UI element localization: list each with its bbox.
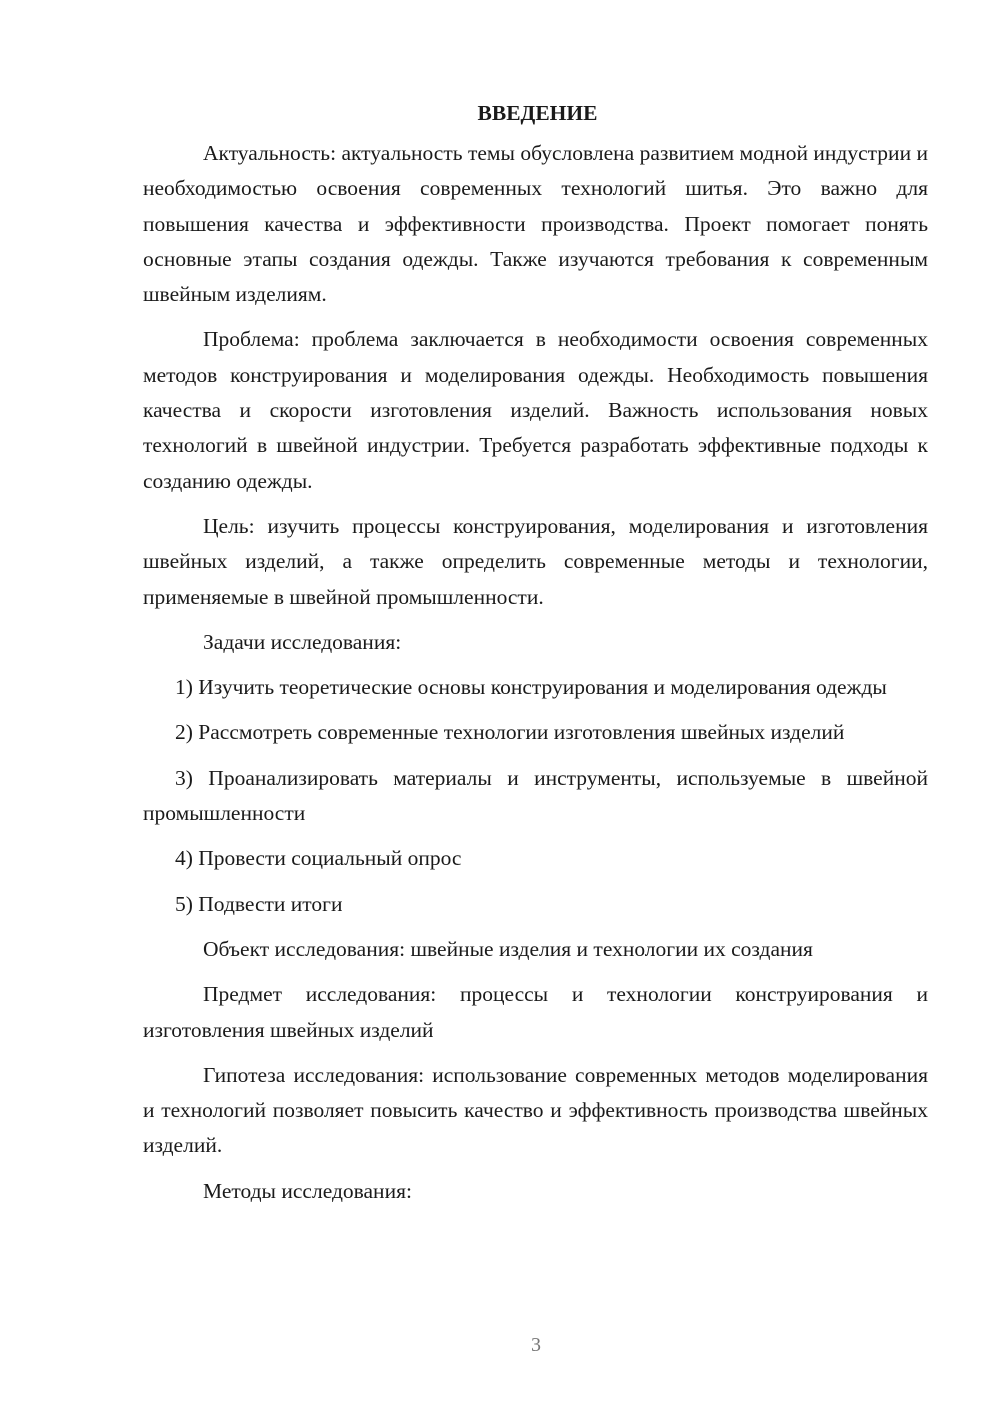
task-item-2: 2) Рассмотреть современные технологии изготовления швейных изделий: [175, 720, 845, 745]
task-item-5: 5) Подвести итоги: [175, 891, 343, 916]
task-item-4: 4) Провести социальный опрос: [175, 846, 462, 871]
relevance-paragraph: Актуальность: актуальность темы обусловлена развитием модной индустрии и необходимостью освоения современных технологий шитья. Это важно для повышения качества и эффективности производства. Проект помогает понять основные этапы создания одежды. Также изучаются требования к современным швейным изделиям.: [143, 141, 928, 307]
methods-heading: Методы исследования:: [203, 1178, 412, 1203]
problem-paragraph: Проблема: проблема заключается в необходимости освоения современных методов конструирования и моделирования одежды. Необходимость повышения качества и скорости изготовления изделий. Важность использования новых технологий в швейной индустрии. Требуется разработать эффективные подходы к созданию одежды.: [143, 327, 928, 493]
task-item-3: 3) Проанализировать материалы и инструменты, используемые в швейной промышленности: [143, 765, 928, 826]
goal-paragraph: Цель: изучить процессы конструирования, моделирования и изготовления швейных изделий, а также определить современные методы и технологии, применяемые в швейной промышленности.: [143, 513, 928, 609]
research-object: Объект исследования: швейные изделия и технологии их создания: [203, 936, 813, 961]
page-number: 3: [531, 1334, 541, 1356]
research-subject: Предмет исследования: процессы и технологии конструирования и изготовления швейных изделий: [143, 982, 928, 1042]
page-content: [143, 98, 928, 1219]
tasks-heading: Задачи исследования:: [203, 629, 402, 654]
task-item-1: 1) Изучить теоретические основы конструирования и моделирования одежды: [175, 675, 887, 700]
research-hypothesis: Гипотеза исследования: использование современных методов моделирования и технологий позволяет повысить качество и эффективность производства швейных изделий.: [143, 1062, 928, 1158]
page-title: ВВЕДЕНИЕ: [477, 101, 598, 125]
